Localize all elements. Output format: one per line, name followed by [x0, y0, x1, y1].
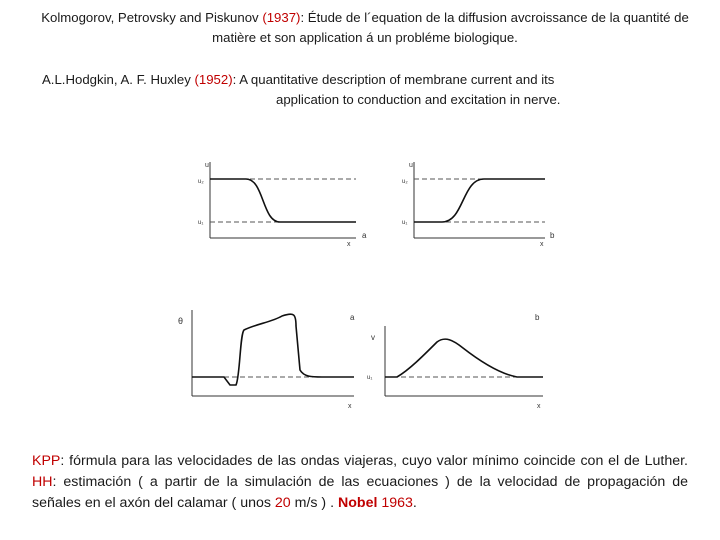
ref2-year: (1952)	[194, 72, 233, 87]
note-end: .	[412, 495, 417, 511]
pulse-a-panel-label: a	[350, 313, 355, 322]
front-a-x-label: x	[347, 241, 351, 248]
kpp-label: KPP	[32, 453, 61, 469]
figure-front-b	[400, 158, 590, 250]
pulse-a-curve	[192, 314, 354, 385]
pulse-b-plot	[365, 304, 565, 414]
pulse-a-y-label: θ	[178, 316, 184, 326]
hh-label: HH	[32, 474, 53, 490]
ref1-year: (1937)	[262, 10, 301, 25]
nobel-year: 1963	[381, 495, 413, 511]
front-b-x-label: x	[540, 241, 544, 248]
front-a-upper-label: u₂	[198, 179, 204, 185]
pulse-b-panel-label: b	[535, 313, 540, 322]
pulse-a-x-label: x	[348, 403, 352, 410]
front-a-curve	[210, 179, 356, 222]
front-a-plot	[196, 158, 386, 250]
front-b-lower-label: u₁	[402, 220, 408, 226]
pulse-b-lower-label: u₁	[367, 375, 373, 381]
pulse-b-x-label: x	[537, 403, 541, 410]
ref1-title: : Étude de l´equation de la diffusion avcroissance de la quantité de matière et son application á un probléme biologique.	[212, 10, 689, 45]
ref2-authors: A.L.Hodgkin, A. F. Huxley	[42, 72, 191, 87]
front-b-y-label: u	[409, 162, 413, 169]
hh-text: : estimación ( a partir de la simulación de las ecuaciones ) de la velocidad de propagación de señales en el axón del calamar ( unos	[32, 474, 688, 511]
pulse-b-curve	[385, 339, 543, 377]
speed-unit: m/s ) .	[290, 495, 338, 511]
front-a-y-label: u	[205, 162, 209, 169]
pulse-a-plot	[172, 304, 372, 414]
figure-pulse-b	[365, 304, 565, 414]
front-b-plot	[400, 158, 590, 250]
front-b-panel-label: b	[550, 231, 555, 240]
ref1-authors: Kolmogorov, Petrovsky and Piskunov	[41, 10, 259, 25]
speed-value: 20	[274, 495, 291, 511]
reference-hh	[42, 70, 682, 110]
kpp-text: : fórmula para las velocidades de las ondas viajeras, cuyo valor mínimo coincide con el de Luther.	[60, 453, 688, 469]
front-b-upper-label: u₂	[402, 179, 408, 185]
ref2-title-line1: : A quantitative description of membrane current and its	[232, 72, 555, 87]
summary-note	[32, 451, 688, 514]
figure-pulse-a	[172, 304, 372, 414]
figure-front-a	[196, 158, 386, 250]
front-b-curve	[414, 179, 545, 222]
reference-kpp	[30, 8, 700, 48]
front-a-panel-label: a	[362, 231, 367, 240]
front-a-lower-label: u₁	[198, 220, 204, 226]
nobel-label: Nobel	[337, 495, 378, 511]
pulse-b-y-label: v	[371, 333, 375, 342]
ref2-title-line2: application to conduction and excitation in nerve.	[276, 92, 561, 107]
